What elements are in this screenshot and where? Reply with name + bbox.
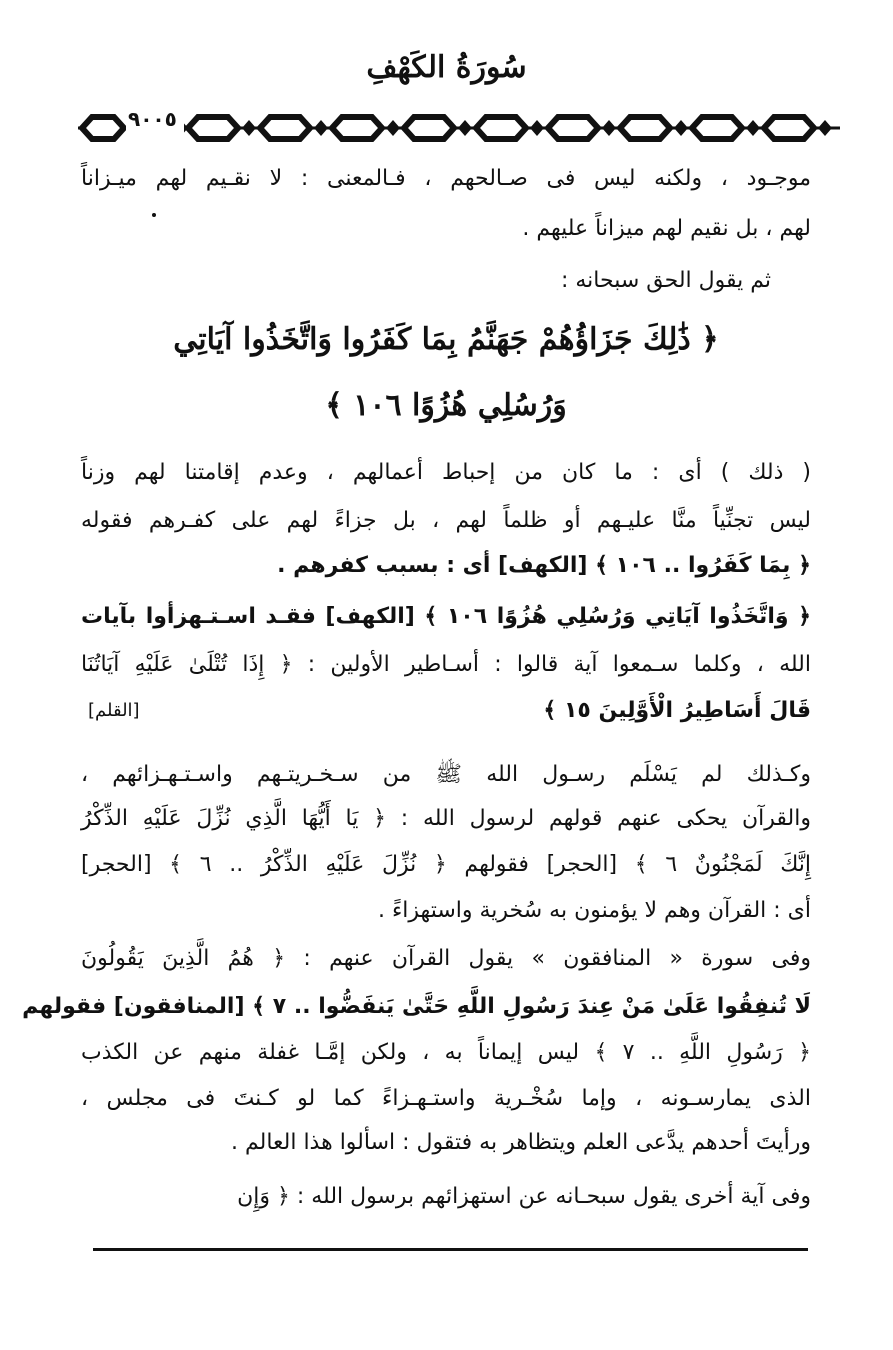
verse-line: ﴿ ذَٰلِكَ جَزَاؤُهُمْ جَهَنَّمُ بِمَا كَفَرُوا وَاتَّخَذُوا آيَاتِي [173,322,719,357]
verse-line: وَرُسُلِي هُزُوًا ١٠٦ ﴾ [325,388,567,423]
text-line: ﴿ بِمَا كَفَرُوا .. ١٠٦ ﴾ [الكهف] أى : بسبب كفرهم . [277,553,811,578]
footer-rule [93,1248,808,1251]
page-number: ٩٠٠٥ [128,107,177,131]
text-line: ورأيتَ أحدهم يدَّعى العلم ويتظاهر به فتقول : اسألوا هذا العالم . [230,1130,811,1155]
text-line: وفى سورة « المنافقون » يقول القرآن عنهم : ﴿ هُمُ الَّذِينَ يَقُولُونَ [81,946,811,971]
text-line: وكـذلك لم يَسْلَم رسـول الله ﷺ من سـخـريتـهم واسـتـهـزائهم ، [81,762,811,787]
text-line: قَالَ أَسَاطِيرُ الْأَوَّلِينَ ١٥ ﴾ [543,698,811,723]
text-line: الله ، وكلما سـمعوا آية قالوا : أسـاطير الأولين : ﴿ إِذَا تُتْلَىٰ عَلَيْهِ آيَاتُنَا [81,652,811,677]
text-line: لهم ، بل نقيم لهم ميزاناً عليهم . [522,216,811,241]
text-line: ليس تجنِّياً منَّا عليـهم أو ظلماً لهم ، بل جزاءً لهم على كفـرهم فقوله [81,508,811,533]
text-line: والقرآن يحكى عنهم قولهم لرسول الله : ﴿ يَا أَيُّهَا الَّذِي نُزِّلَ عَلَيْهِ الذِّكْرُ [81,806,811,831]
surah-title: سُورَةُ الكَهْفِ [366,50,527,85]
text-line: ثم يقول الحق سبحانه : [560,268,771,293]
ornamental-header-band [78,108,840,148]
text-line: إِنَّكَ لَمَجْنُونٌ ٦ ﴾ [الحجر] فقولهم ﴿ نُزِّلَ عَلَيْهِ الذِّكْرُ .. ٦ ﴾ [الحجر] [81,852,812,877]
text-line: الذى يمارسـونه ، وإما سُخْـرية واستـهـزاءً كما لو كـنتَ فى مجلس ، [81,1086,811,1111]
text-line: وفى آية أخرى يقول سبحـانه عن استهزائهم برسول الله : ﴿ وَإِن [237,1184,811,1209]
text-line: موجـود ، ولكنه ليس فى صـالحهم ، فـالمعنى : لا نقـيم لهم ميـزاناً [81,166,811,191]
text-line: ( ذلك ) أى : ما كان من إحباط أعمالهم ، وعدم إقامتنا لهم وزناً [81,460,811,485]
ink-dot [152,213,156,217]
text-line: لَا تُنفِقُوا عَلَىٰ مَنْ عِندَ رَسُولِ اللَّهِ حَتَّىٰ يَنفَضُّوا .. ٧ ﴾ [المنافقون] فقولهم [22,994,811,1019]
text-line: ﴿ وَاتَّخَذُوا آيَاتِي وَرُسُلِي هُزُوًا ١٠٦ ﴾ [الكهف] فقـد اسـتـهزأوا بآيات [81,604,811,629]
text-line: أى : القرآن وهم لا يؤمنون به سُخرية واستهزاءً . [377,898,811,923]
text-line: ﴿ رَسُولِ اللَّهِ .. ٧ ﴾ ليس إيماناً به ، ولكن إمَّـا غفلة منهم عن الكذب [81,1040,811,1065]
surah-reference: [القلم] [88,700,140,721]
